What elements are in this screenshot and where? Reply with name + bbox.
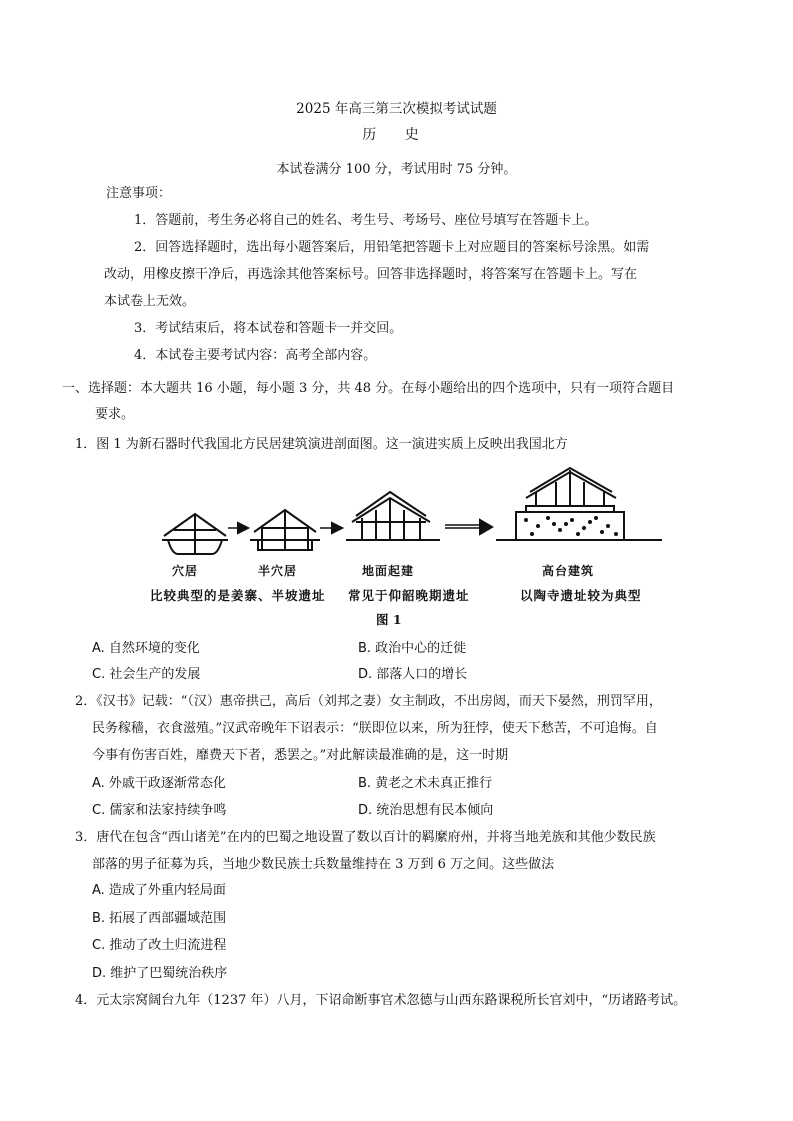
label-ground-building: 地面起建 (362, 564, 415, 578)
q3-option-c: C. 推动了改土归流进程 (92, 938, 227, 953)
caption-left: 比较典型的是姜寨、半坡遗址 (150, 588, 326, 603)
q2-option-c: C. 儒家和法家持续争鸣 (92, 803, 227, 818)
notice-item-2-line-3: 本试卷上无效。 (104, 294, 196, 309)
notice-item-3: 3．考试结束后，将本试卷和答题卡一并交回。 (134, 321, 403, 336)
q1-option-b: B. 政治中心的迁徙 (358, 641, 467, 656)
q3-option-b: B. 拓展了西部疆域范围 (92, 911, 227, 926)
exam-intro: 本试卷满分 100 分，考试用时 75 分钟。 (276, 162, 517, 177)
q2-option-b: B. 黄老之术未真正推行 (358, 776, 493, 791)
label-cave-dwelling: 穴居 (172, 564, 199, 578)
q2-option-a: A. 外戚干政逐渐常态化 (92, 776, 226, 791)
dwelling-evolution-drawing (150, 462, 670, 632)
notice-item-2-line-2: 改动，用橡皮擦干净后，再选涂其他答案标号。回答非选择题时，将答案写在答题卡上。写在 (104, 267, 638, 282)
notice-heading: 注意事项： (106, 186, 172, 201)
caption-middle: 常见于仰韶晚期遗址 (348, 588, 470, 603)
notice-item-1: 1．答题前，考生务必将自己的姓名、考生号、考场号、座位号填写在答题卡上。 (134, 213, 598, 228)
section-heading-line-2: 要求。 (95, 407, 135, 422)
question-2-line-1: 2．《汉书》记载：“（汉）惠帝拱己，高后（刘邦之妻）女主制政，不出房闼，而天下晏然，刑罚罕用， (75, 694, 662, 709)
question-3-line-1: 3．唐代在包含“西山诸羌”在内的巴蜀之地设置了数以百计的羁縻府州，并将当地羌族和其他少数民族 (75, 830, 656, 845)
page-title: 2025 年高三第三次模拟考试试题 (296, 101, 497, 117)
platform-stones (524, 516, 618, 536)
caption-right: 以陶寺遗址较为典型 (520, 588, 642, 603)
q1-option-a: A. 自然环境的变化 (92, 641, 200, 656)
figure-1 (150, 462, 670, 632)
q2-option-d: D. 统治思想有民本倾向 (358, 803, 494, 818)
question-4-line-1: 4．元太宗窝阔台九年（1237 年）八月，下诏命断事官术忽德与山西东路课税所长官刘中，“历诸路考试。 (75, 993, 687, 1008)
notice-item-4: 4．本试卷主要考试内容：高考全部内容。 (134, 348, 377, 363)
q1-option-c: C. 社会生产的发展 (92, 667, 201, 682)
arrow-3-icon (480, 520, 492, 534)
label-high-platform-building: 高台建筑 (542, 564, 595, 578)
question-2-line-3: 今事有伤害百姓，靡费天下者，悉罢之。”对此解读最准确的是，这一时期 (92, 748, 509, 763)
figure-number: 图 1 (376, 612, 402, 627)
question-1-stem: 1．图 1 为新石器时代我国北方民居建筑演进剖面图。这一演进实质上反映出我国北方 (75, 437, 568, 452)
q3-option-d: D. 维护了巴蜀统治秩序 (92, 966, 228, 981)
subject-title: 历 史 (362, 127, 431, 143)
notice-item-2-line-1: 2．回答选择题时，选出每小题答案后，用铅笔把答题卡上对应题目的答案标号涂黑。如需 (134, 240, 650, 255)
q1-option-d: D. 部落人口的增长 (358, 667, 468, 682)
section-heading-line-1: 一、选择题：本大题共 16 小题，每小题 3 分，共 48 分。在每小题给出的四个选项中，只有一项符合题目 (62, 381, 675, 396)
arrow-2-icon (332, 523, 342, 533)
question-3-line-2: 部落的男子征募为兵，当地少数民族士兵数量维持在 3 万到 6 万之间。这些做法 (92, 857, 555, 872)
q3-option-a: A. 造成了外重内轻局面 (92, 883, 226, 898)
label-semi-cave-dwelling: 半穴居 (258, 564, 298, 578)
arrow-1-icon (238, 523, 248, 533)
question-2-line-2: 民务稼穑，衣食滋殖。”汉武帝晚年下诏表示：“朕即位以来，所为狂悖，使天下愁苦，不可追悔。自 (92, 721, 658, 736)
